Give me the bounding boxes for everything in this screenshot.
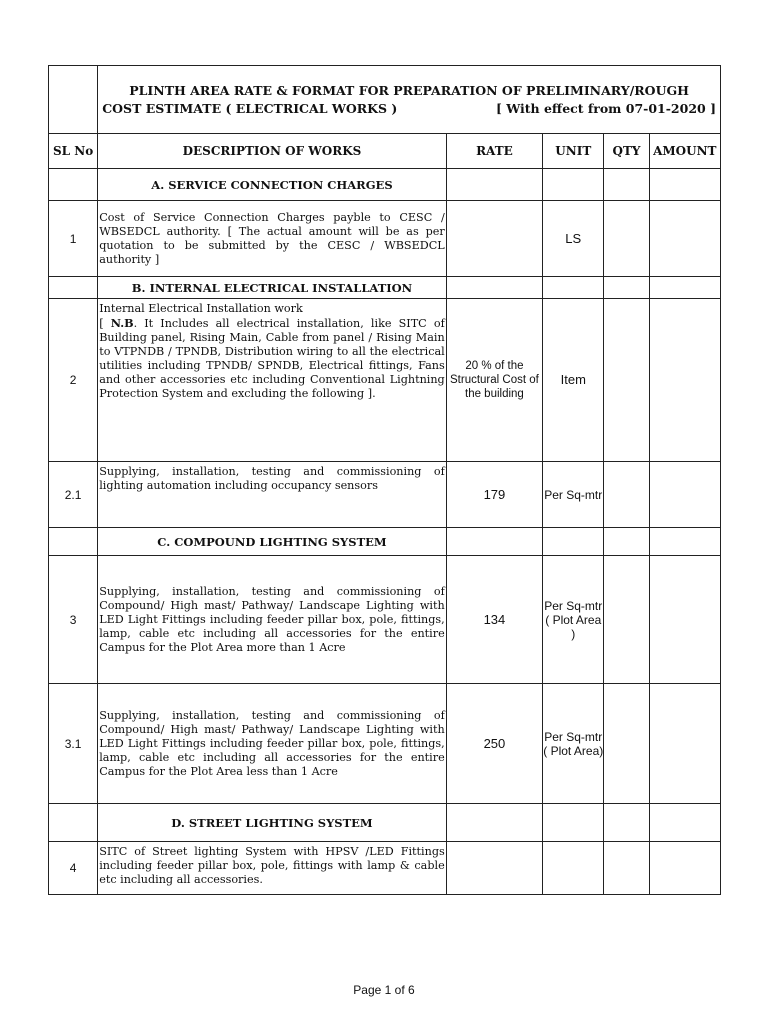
row-rate: 20 % of the Structural Cost of the building	[446, 299, 542, 462]
row-unit: Per Sq-mtr	[543, 462, 604, 528]
estimate-table	[48, 65, 721, 895]
row-rate: 250	[446, 684, 542, 804]
row-sl: 2.1	[49, 462, 98, 528]
header-sl: SL No	[49, 134, 98, 169]
row-unit: Item	[543, 299, 604, 462]
effective-date: [ With effect from 07-01-2020 ]	[495, 100, 716, 116]
title-blank-cell	[49, 66, 98, 134]
header-qty: QTY	[604, 134, 649, 169]
row-qty	[604, 462, 649, 528]
document-title	[98, 66, 721, 134]
row-unit: Per Sq-mtr ( Plot Area)	[543, 684, 604, 804]
row-description-rest: . It Includes all electrical installation, like SITC of Building panel, Rising Main, Cable from panel / Rising Main to VTPNDB / TPNDB, Distribution wiring to all the electrical utilities including TPNDB/ SPNDB, Electrical fittings, Fans and other accessories etc including Conventional Lightning Protection System and excluding the following ].	[99, 317, 445, 400]
title-line1: PLINTH AREA RATE & FORMAT FOR PREPARATION OF PRELIMINARY/ROUGH	[129, 82, 689, 98]
row-sl: 4	[49, 842, 98, 895]
row-unit	[543, 842, 604, 895]
row-description: Internal Electrical Installation work [ N.B. It Includes all electrical installation, like SITC of Building panel, Rising Main, Cable from panel / Rising Main to VTPNDB / TPNDB, Distribution wiring to all the electrical utilities including TPNDB/ SPNDB, Electrical fittings, Fans and other accessories etc including Conventional Lightning Protection System and excluding the following ].	[98, 299, 447, 462]
row-sl: 3	[49, 556, 98, 684]
row-amount	[649, 842, 720, 895]
row-sl: 1	[49, 201, 98, 277]
row-qty	[604, 299, 649, 462]
section-a-row	[49, 169, 721, 201]
row-amount	[649, 462, 720, 528]
section-d-row	[49, 804, 721, 842]
row-unit: LS	[543, 201, 604, 277]
section-b-row	[49, 277, 721, 299]
row-qty	[604, 842, 649, 895]
row-description: Cost of Service Connection Charges payble to CESC / WBSEDCL authority. [ The actual amount will be as per quotation to be submitted by the CESC / WBSEDCL authority ]	[98, 201, 447, 277]
section-b-heading: B. INTERNAL ELECTRICAL INSTALLATION	[98, 277, 447, 299]
section-d-heading: D. STREET LIGHTING SYSTEM	[98, 804, 447, 842]
row-rate: 134	[446, 556, 542, 684]
header-desc: DESCRIPTION OF WORKS	[98, 134, 447, 169]
table-row	[49, 462, 721, 528]
header-amount: AMOUNT	[649, 134, 720, 169]
row-sl: 3.1	[49, 684, 98, 804]
table-row	[49, 201, 721, 277]
row-amount	[649, 556, 720, 684]
row-rate: 179	[446, 462, 542, 528]
table-row	[49, 556, 721, 684]
table-row	[49, 684, 721, 804]
row-rate	[446, 842, 542, 895]
header-rate: RATE	[446, 134, 542, 169]
row-description: SITC of Street lighting System with HPSV /LED Fittings including feeder pillar box, pole, fittings with lamp & cable etc including all accessories.	[98, 842, 447, 895]
table-row	[49, 299, 721, 462]
table-row	[49, 842, 721, 895]
row-qty	[604, 201, 649, 277]
row-amount	[649, 299, 720, 462]
row-amount	[649, 684, 720, 804]
section-c-heading: C. COMPOUND LIGHTING SYSTEM	[98, 528, 447, 556]
title-line2-left: COST ESTIMATE ( ELECTRICAL WORKS )	[102, 100, 398, 116]
header-row	[49, 134, 721, 169]
row-unit: Per Sq-mtr ( Plot Area )	[543, 556, 604, 684]
page-number: Page 1 of 6	[353, 983, 415, 997]
row-qty	[604, 684, 649, 804]
row-description: Supplying, installation, testing and commissioning of Compound/ High mast/ Pathway/ Landscape Lighting with LED Light Fittings including feeder pillar box, pole, fittings, lamp, cable etc including all accessories for the entire Campus for the Plot Area more than 1 Acre	[98, 556, 447, 684]
row-description: Supplying, installation, testing and commissioning of Compound/ High mast/ Pathway/ Landscape Lighting with LED Light Fittings including feeder pillar box, pole, fittings, lamp, cable etc including all accessories for the entire Campus for the Plot Area less than 1 Acre	[98, 684, 447, 804]
row-sl: 2	[49, 299, 98, 462]
section-c-row	[49, 528, 721, 556]
row-amount	[649, 201, 720, 277]
nb-label: N.B	[110, 316, 134, 330]
row-description-line1: Internal Electrical Installation work	[99, 302, 303, 315]
section-a-heading: A. SERVICE CONNECTION CHARGES	[98, 169, 447, 201]
row-description: Supplying, installation, testing and commissioning of lighting automation including occupancy sensors	[98, 462, 447, 528]
row-qty	[604, 556, 649, 684]
header-unit: UNIT	[543, 134, 604, 169]
row-rate	[446, 201, 542, 277]
title-row	[49, 66, 721, 134]
